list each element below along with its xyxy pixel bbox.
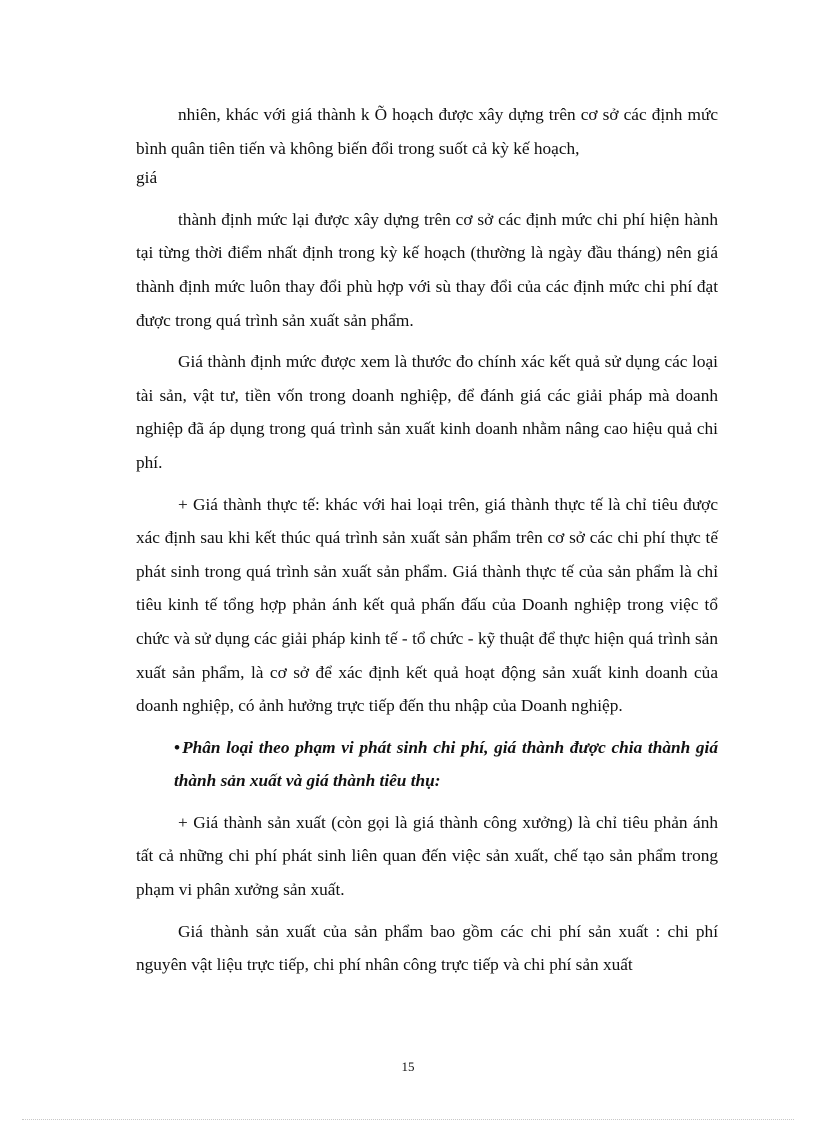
bullet-icon: • — [174, 737, 181, 757]
paragraph-2: thành định mức lại được xây dựng trên cơ sở các định mức chi phí hiện hành tại từng thời điểm nhất định trong kỳ kế hoạch (thường là ngày đầu tháng) nên giá thành định mức luôn thay đổi phù hợp với sù thay đổi của các định mức chi phí đạt được trong quá trình sản xuất sản phẩm. — [136, 209, 718, 330]
paragraph-5: + Giá thành sản xuất (còn gọi là giá thành công xưởng) là chỉ tiêu phản ánh tất cả những chi phí phát sinh liên quan đến việc sản xuất, chế tạo sản phẩm trong phạm vi phân xưởng sản xuất. — [136, 812, 718, 900]
page-bottom-rule — [22, 1119, 794, 1120]
paragraph-1: nhiên, khác với giá thành k Õ hoạch được xây dựng trên cơ sở các định mức bình quân tiên tiến và không biến đổi trong suốt cả kỳ kế hoạch, — [136, 105, 718, 158]
section-heading-text: Phân loại theo phạm vi phát sinh chi phí, giá thành được chia thành giá thành sản xuất và giá thành tiêu thụ: — [174, 737, 718, 791]
paragraph-4: + Giá thành thực tế: khác với hai loại trên, giá thành thực tế là chỉ tiêu được xác định sau khi kết thúc quá trình sản xuất sản phẩm trên cơ sở các chi phí thực tế phát sinh trong quá trình sản xuất sản phẩm. Giá thành thực tế của sản phẩm là chỉ tiêu kinh tế tổng hợp phản ánh kết quả phấn đấu của Doanh nghiệp trong việc tổ chức và sử dụng các giải pháp kinh tế - tổ chức - kỹ thuật để thực hiện quá trình sản xuất sản phẩm, là cơ sở để xác định kết quả hoạt động sản xuất kinh doanh của doanh nghiệp, có ảnh hưởng trực tiếp đến thu nhập của Doanh nghiệp. — [136, 494, 718, 716]
paragraph-1-continuation: giá — [136, 168, 158, 188]
page-number: 15 — [401, 1059, 415, 1074]
paragraph-6: Giá thành sản xuất của sản phẩm bao gồm các chi phí sản xuất : chi phí nguyên vật liệu trực tiếp, chi phí nhân công trực tiếp và chi phí sản xuất — [136, 921, 718, 975]
paragraph-3: Giá thành định mức được xem là thước đo chính xác kết quả sử dụng các loại tài sản, vật tư, tiền vốn trong doanh nghiệp, để đánh giá các giải pháp mà doanh nghiệp đã áp dụng trong quá trình sản xuất kinh doanh nhằm nâng cao hiệu quả chi phí. — [136, 352, 718, 472]
page-body — [136, 98, 718, 990]
section-heading — [136, 731, 718, 798]
